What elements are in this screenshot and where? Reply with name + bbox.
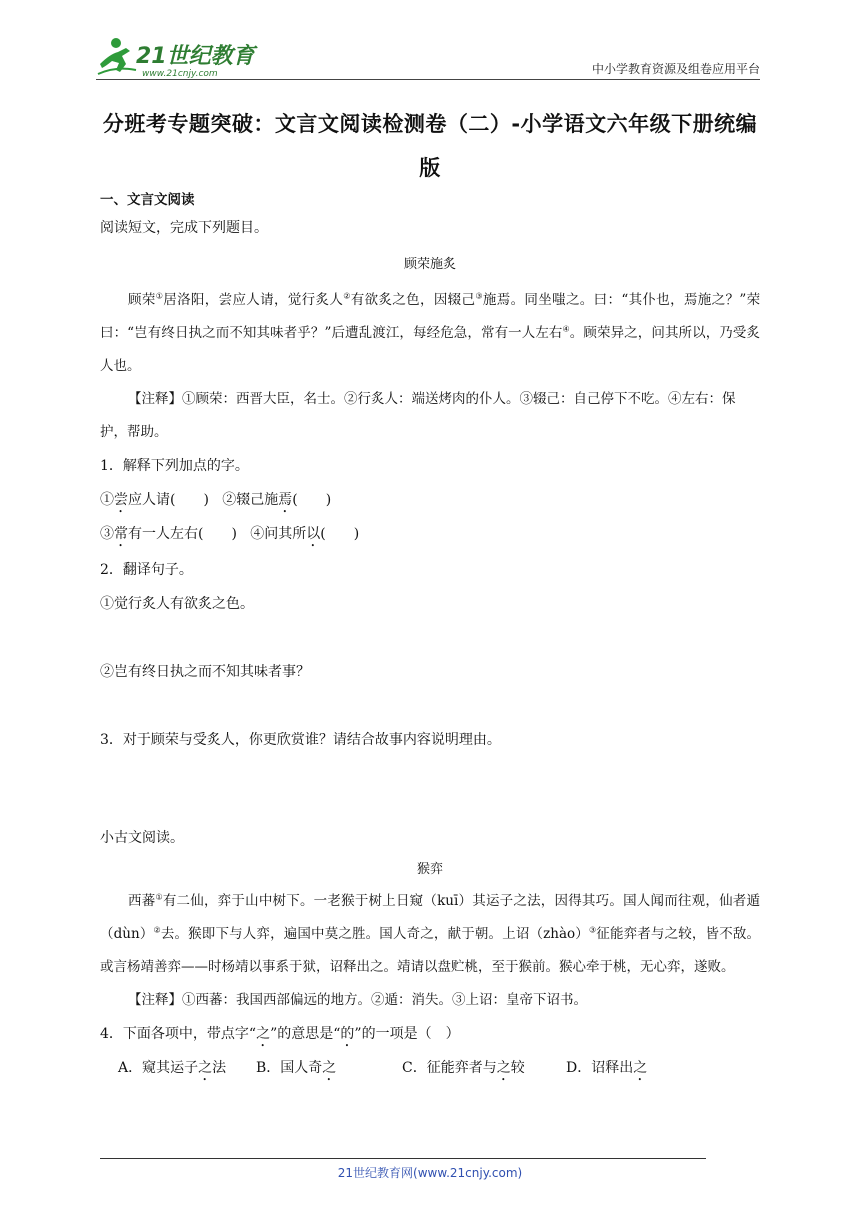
question-4-stem: 4．下面各项中，带点字“之”的意思是“的”的一项是（ ）	[100, 1026, 460, 1042]
annotation-note-2: 【注释】①西蕃：我国西部偏远的地方。②遁：消失。③上诏：皇帝下诏书。	[128, 992, 587, 1008]
option-c[interactable]: C．征能弈者与之较	[402, 1060, 525, 1076]
section-heading: 一、文言文阅读	[100, 192, 195, 208]
passage-text: 顾荣①居洛阳，尝应人请，觉行炙人②有欲炙之色，因辍己③施焉。同坐嗤之。曰：“其仆也，焉施之？”荣曰：“岂有终日执之而不知其味者乎？”后遭乱渡江，每经危急，常有一人左右④。顾荣异之，问其所以，乃受炙人也。	[100, 291, 761, 374]
instruction-text: 阅读短文，完成下列题目。	[100, 220, 268, 236]
instruction-text-2: 小古文阅读。	[100, 830, 184, 846]
title-line-1: 分班考专题突破：文言文阅读检测卷（二）-小学语文六年级下册统编	[102, 112, 758, 136]
passage-title: 顾荣施炙	[403, 257, 456, 272]
question-1-row-2: ③常有一人左右( ) ④问其所以( )	[100, 526, 360, 542]
question-4-options	[100, 1051, 760, 1085]
option-a[interactable]: A．窥其运子之法	[118, 1060, 227, 1076]
footer-divider	[100, 1158, 706, 1159]
passage-text-2: 西蕃①有二仙，弈于山中树下。一老猴于树上日窥（kuī）其运子之法，因得其巧。国人闻而往观，仙者遁（dùn）②去。猴即下与人弈，遍国中莫之胜。国人奇之，献于朝。上诏（zhào）③征能弈者与之较，皆不敌。或言杨靖善弈——时杨靖以事系于狱，诏释出之。靖请以盘贮桃，至于猴前。猴心牵于桃，无心弈，遂败。	[100, 892, 761, 975]
option-b[interactable]: B．国人奇之	[256, 1060, 337, 1076]
question-1-stem: 1．解释下列加点的字。	[100, 458, 249, 474]
running-figure-icon	[98, 38, 136, 74]
question-2-item-a: ①觉行炙人有欲炙之色。	[100, 596, 254, 612]
question-3-stem: 3．对于顾荣与受炙人，你更欣赏谁？请结合故事内容说明理由。	[100, 732, 501, 748]
option-d[interactable]: D．诏释出之	[566, 1060, 648, 1076]
document-body	[100, 188, 760, 1085]
passage-title-2: 猴弈	[416, 862, 443, 877]
question-2-item-b: ②岂有终日执之而不知其味者事？	[100, 664, 310, 680]
platform-name: 中小学教育资源及组卷应用平台	[591, 62, 760, 76]
annotation-note: 【注释】①顾荣：西晋大臣，名士。②行炙人：端送烤肉的仆人。③辍己：自己停下不吃。④左右：保护，帮助。	[100, 391, 736, 440]
title-line-2: 版	[419, 156, 441, 180]
question-2-stem: 2．翻译句子。	[100, 562, 193, 578]
page-title	[96, 102, 764, 190]
question-1-row-1: ①尝应人请( ) ②辍己施焉( )	[100, 492, 332, 508]
logo-main-text: 21世纪教育	[136, 44, 255, 69]
site-logo	[96, 36, 266, 80]
logo-url-text: www.21cnjy.com	[142, 69, 218, 79]
footer-link[interactable]: 21世纪教育网(www.21cnjy.com)	[337, 1166, 523, 1180]
header-divider	[96, 79, 760, 80]
